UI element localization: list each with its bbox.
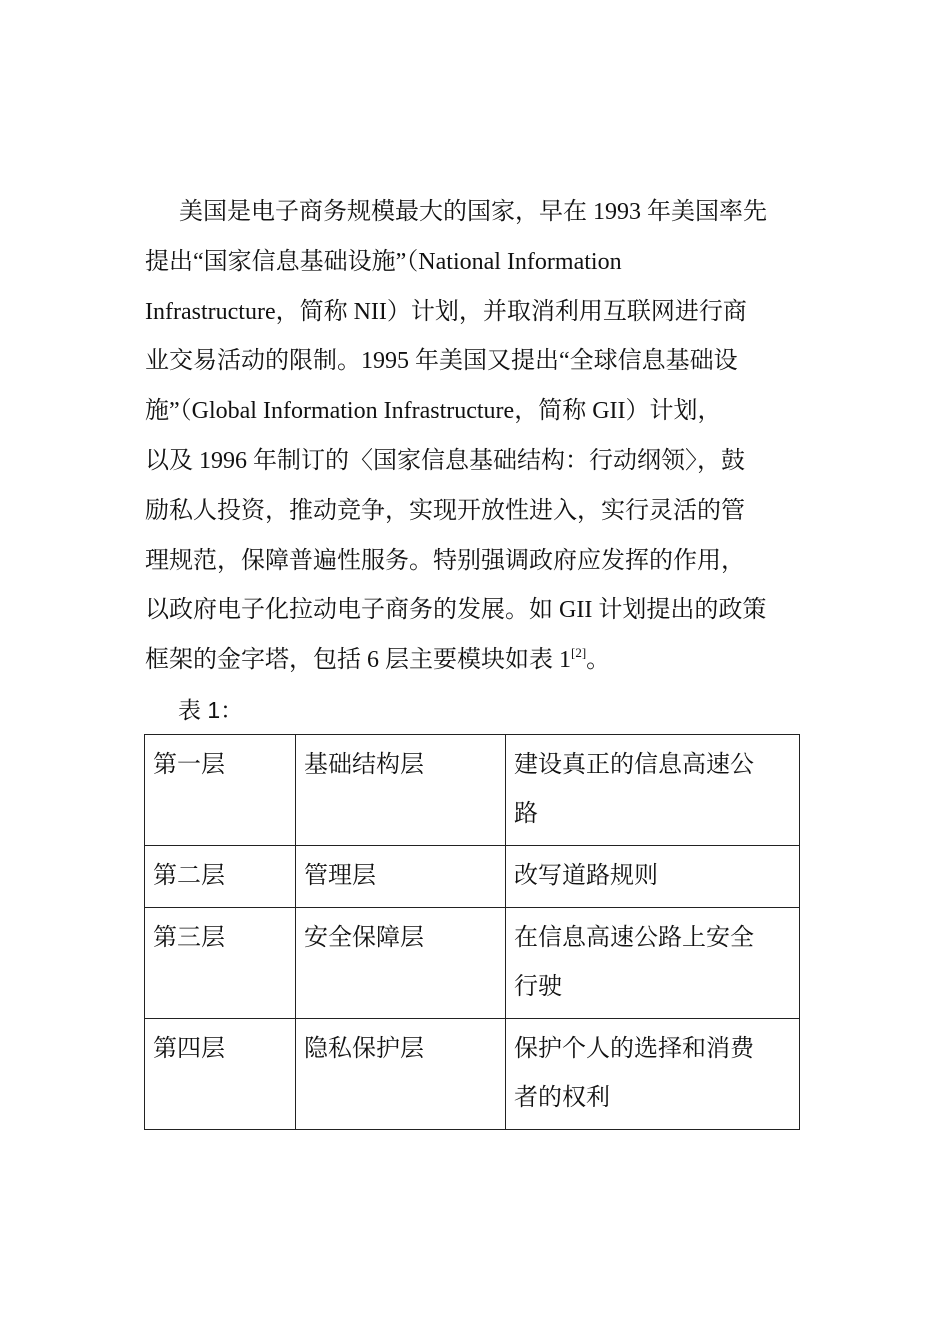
table-row [145, 735, 800, 846]
layer-name-cell: 隐私保护层 [296, 1019, 506, 1130]
paragraph-line: 励私人投资，推动竞争，实现开放性进入，实行灵活的管 [145, 497, 745, 524]
layer-name-cell: 管理层 [296, 846, 506, 908]
citation-reference: [2] [571, 645, 587, 661]
table-row [145, 846, 800, 908]
layer-description-cell [506, 846, 800, 908]
paragraph-line: 框架的金字塔，包括 6 层主要模块如表 1 [145, 647, 571, 674]
layer-description: 建设真正的信息高速公路 [514, 752, 754, 827]
layer-name-cell: 安全保障层 [296, 908, 506, 1019]
paragraph-line: 美国是电子商务规模最大的国家，早在 1993 年美国率先 [179, 199, 767, 225]
paragraph-line: 以政府电子化拉动电子商务的发展。如 GII 计划提出的政策 [145, 597, 767, 624]
paragraph-line: 业交易活动的限制。1995 年美国又提出“全球信息基础设 [145, 348, 738, 375]
paragraph-line: Infrastructure，简称 NII）计划，并取消利用互联网进行商 [145, 298, 747, 325]
table-row [145, 1019, 800, 1130]
table-row [145, 908, 800, 1019]
layer-description: 改写道路规则 [514, 863, 658, 889]
layer-name-cell: 基础结构层 [296, 735, 506, 846]
layer-level-cell: 第二层 [145, 846, 296, 908]
paragraph-line: 施”（Global Information Infrastructure，简称 GII）计划， [145, 398, 722, 425]
paragraph-line: 理规范，保障普遍性服务。特别强调政府应发挥的作用， [145, 547, 745, 574]
layer-level-cell: 第四层 [145, 1019, 296, 1130]
layer-description: 保护个人的选择和消费者的权利 [514, 1036, 754, 1111]
layer-description-cell [506, 1019, 800, 1130]
layer-level-cell: 第三层 [145, 908, 296, 1019]
layer-level-cell: 第一层 [145, 735, 296, 846]
layer-table [144, 734, 800, 1130]
paragraph-line: 提出“国家信息基础设施”（National Information [145, 248, 622, 275]
layer-description-cell [506, 908, 800, 1019]
table-caption: 表 1： [178, 697, 244, 723]
paragraph-last-line [145, 636, 807, 686]
paragraph-line: 以及 1996 年制订的〈国家信息基础结构：行动纲领〉，鼓 [145, 447, 745, 474]
layer-description: 在信息高速公路上安全行驶 [514, 925, 754, 1000]
end-punctuation: 。 [586, 647, 611, 674]
body-paragraph [145, 188, 807, 686]
layer-description-cell [506, 735, 800, 846]
